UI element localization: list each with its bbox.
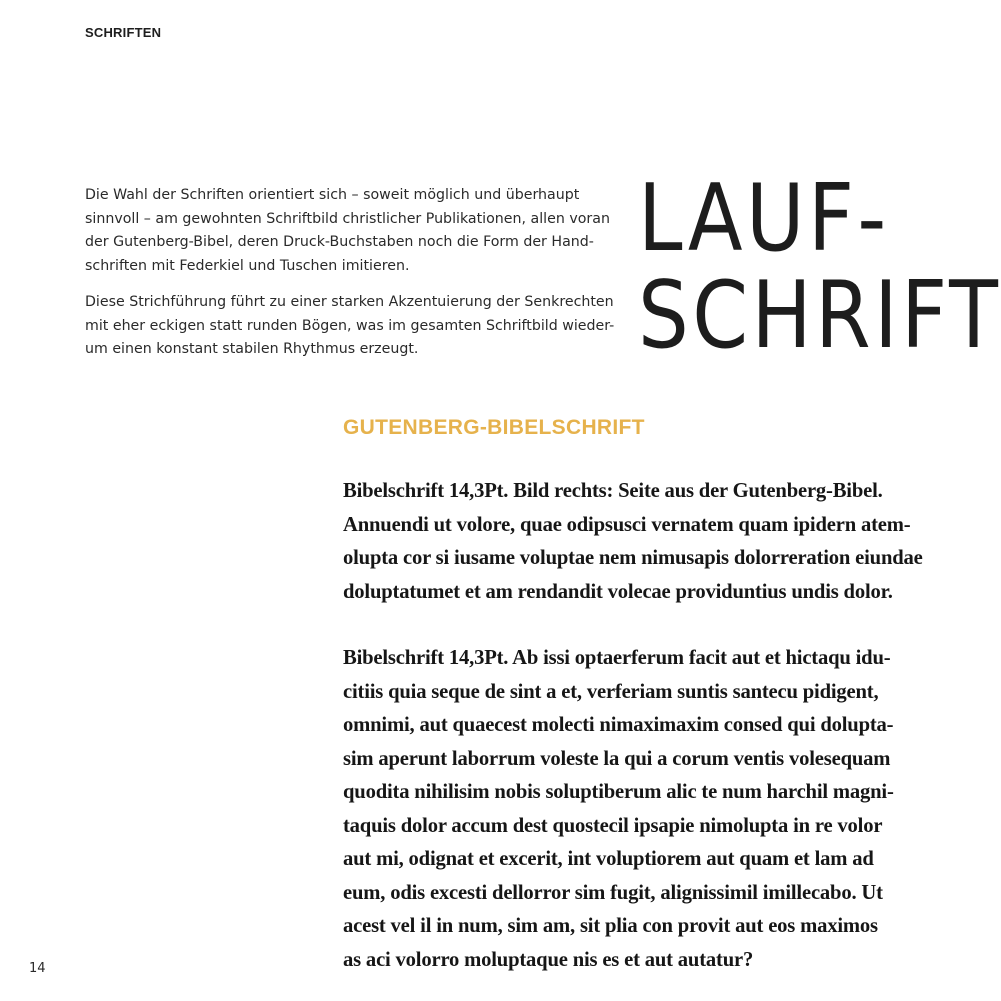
font-sample-title: GUTENBERG-BIBELSCHRIFT [343, 416, 645, 439]
page-title [638, 164, 1001, 369]
font-sample-paragraph: Bibelschrift 14,3Pt. Bild rechts: Seite aus der Gutenberg-Bibel. Annuendi ut volore, quae odipsusci vernatem quam ipidern atem- olupta cor si iusame voluptae nem nimusapis dolorreration eiundae doluptatumet et am rendandit volecae providuntius undis dolor. [343, 478, 923, 603]
intro-paragraph: Die Wahl der Schriften orientiert sich – soweit möglich und überhaupt sinnvoll – am gewohnten Schriftbild christlicher Publikationen, allen voran der Gutenberg-Bibel, deren Druck-Buchstaben noch die Form der Hand- schriften mit Federkiel und Tuschen imitieren. [85, 187, 610, 274]
intro-paragraph: Diese Strichführung führt zu einer starken Akzentuierung der Senkrechten mit eher eckigen statt runden Bögen, was im gesamten Schriftbild wieder- um einen konstant stabilen Rhythmus erzeugt. [85, 294, 615, 357]
page-number: 14 [29, 961, 46, 976]
section-label: SCHRIFTEN [85, 25, 162, 40]
font-sample-paragraph: Bibelschrift 14,3Pt. Ab issi optaerferum facit aut et hictaqu idu- citiis quia seque de sint a et, verferiam suntis santecu pidigent, omnimi, aut quaecest molecti nimaximaxim consed qui dolupta- sim aperunt laborrum voleste la qui a corum ventis volesequam quodita nihilisim nobis soluptiberum alic te num harchil magni- taquis dolor accum dest quostecil ipsapie nimolupta in re volor aut mi, odignat et excerit, int voluptiorem aut quam et lam ad eum, odis excesti dellorror sim fugit, alignissimil imillecabo. Ut acest vel il in num, sim am, sit plia con provit aut eos maximos as aci volorro moluptaque nis es et aut autatur? [343, 645, 894, 971]
page-title-line: SCHRIFT [638, 261, 1001, 369]
page-title-line: LAUF- [638, 164, 890, 272]
intro-text [85, 184, 630, 375]
